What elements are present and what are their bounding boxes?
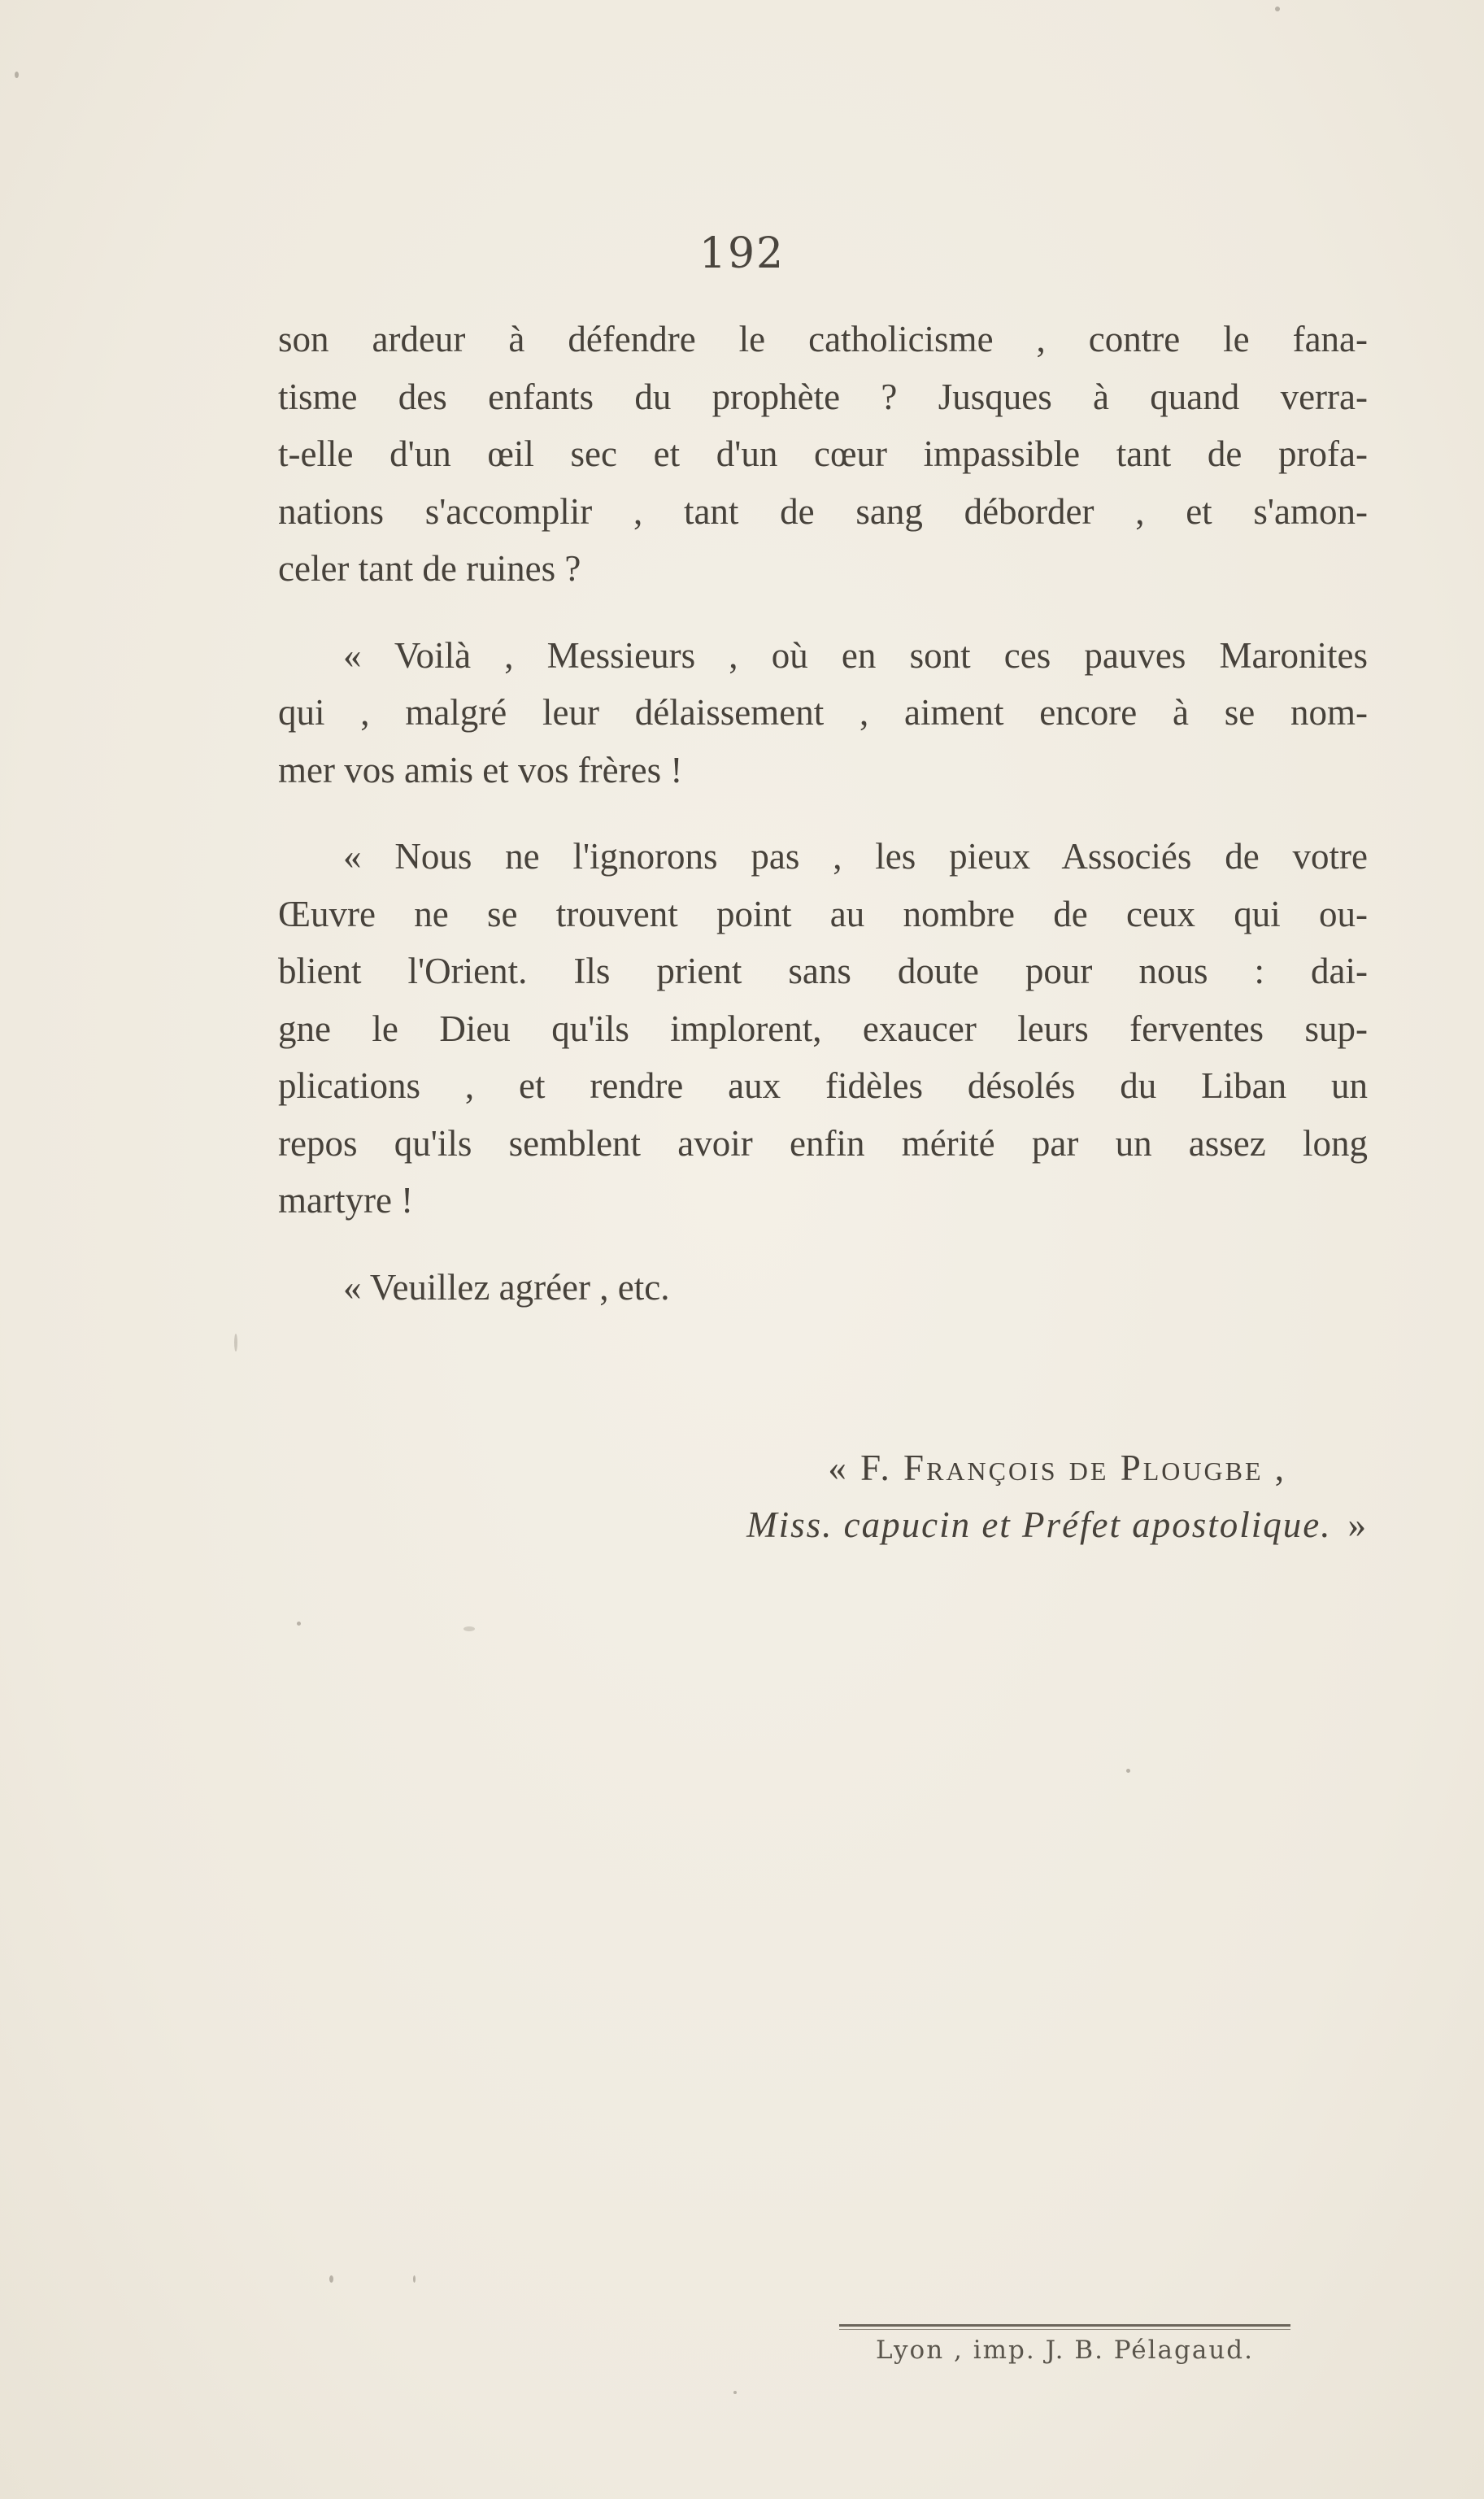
paper-speck bbox=[463, 1626, 475, 1631]
paragraph-3 bbox=[278, 828, 1368, 1230]
paragraph-4 bbox=[278, 1259, 1368, 1317]
text-line: blient l'Orient. Ils prient sans doute pour nous : dai- bbox=[278, 951, 1368, 991]
paper-speck bbox=[733, 2391, 737, 2394]
signature-block bbox=[278, 1439, 1368, 1553]
text-line: mer vos amis et vos frères ! bbox=[278, 749, 683, 790]
body-text bbox=[278, 311, 1368, 1316]
text-line: t-elle d'un œil sec et d'un cœur impassible tant de profa- bbox=[278, 433, 1368, 474]
text-line: repos qu'ils semblent avoir enfin mérité par un assez long bbox=[278, 1122, 1368, 1164]
text-line: gne le Dieu qu'ils implorent, exaucer leurs ferventes sup- bbox=[278, 1008, 1368, 1049]
page-number: 192 bbox=[698, 229, 786, 278]
text-line: qui , malgré leur délaissement , aiment encore à se nom- bbox=[278, 692, 1368, 733]
text-line: martyre ! bbox=[278, 1180, 414, 1221]
text-line: « Veuillez agréer , etc. bbox=[343, 1266, 670, 1308]
text-line: son ardeur à défendre le catholicisme , contre le fana- bbox=[278, 319, 1368, 359]
imprint-rule bbox=[839, 2324, 1290, 2327]
paper-speck bbox=[1275, 7, 1280, 11]
paper-speck bbox=[15, 72, 19, 78]
signature-name: « F. François de Plougbe , bbox=[828, 1448, 1286, 1488]
text-line: « Voilà , Messieurs , où en sont ces pauves Maronites bbox=[343, 634, 1368, 676]
text-line: nations s'accomplir , tant de sang déborder , et s'amon- bbox=[278, 490, 1368, 532]
text-line: « Nous ne l'ignorons pas , les pieux Associés de votre bbox=[343, 836, 1368, 877]
paper-speck bbox=[1126, 1769, 1130, 1773]
text-line: Œuvre ne se trouvent point au nombre de ceux qui ou- bbox=[278, 893, 1368, 934]
signature-title: Miss. capucin et Préfet apostolique. bbox=[746, 1504, 1332, 1545]
paper-speck bbox=[329, 2275, 333, 2283]
paragraph-2 bbox=[278, 627, 1368, 799]
signature-title-line bbox=[278, 1496, 1368, 1553]
paper-speck bbox=[297, 1622, 301, 1626]
text-line: tisme des enfants du prophète ? Jusques à quand verra- bbox=[278, 376, 1368, 417]
paper-speck bbox=[234, 1334, 237, 1352]
text-line: plications , et rendre aux fidèles désolés du Liban un bbox=[278, 1065, 1368, 1106]
printer-imprint: Lyon , imp. J. B. Pélagaud. bbox=[875, 2336, 1255, 2365]
paragraph-1 bbox=[278, 311, 1368, 598]
closing-quote: » bbox=[1347, 1504, 1368, 1545]
imprint-rule-thin bbox=[839, 2329, 1290, 2330]
paper-speck bbox=[413, 2275, 416, 2283]
text-line: celer tant de ruines ? bbox=[278, 548, 581, 589]
